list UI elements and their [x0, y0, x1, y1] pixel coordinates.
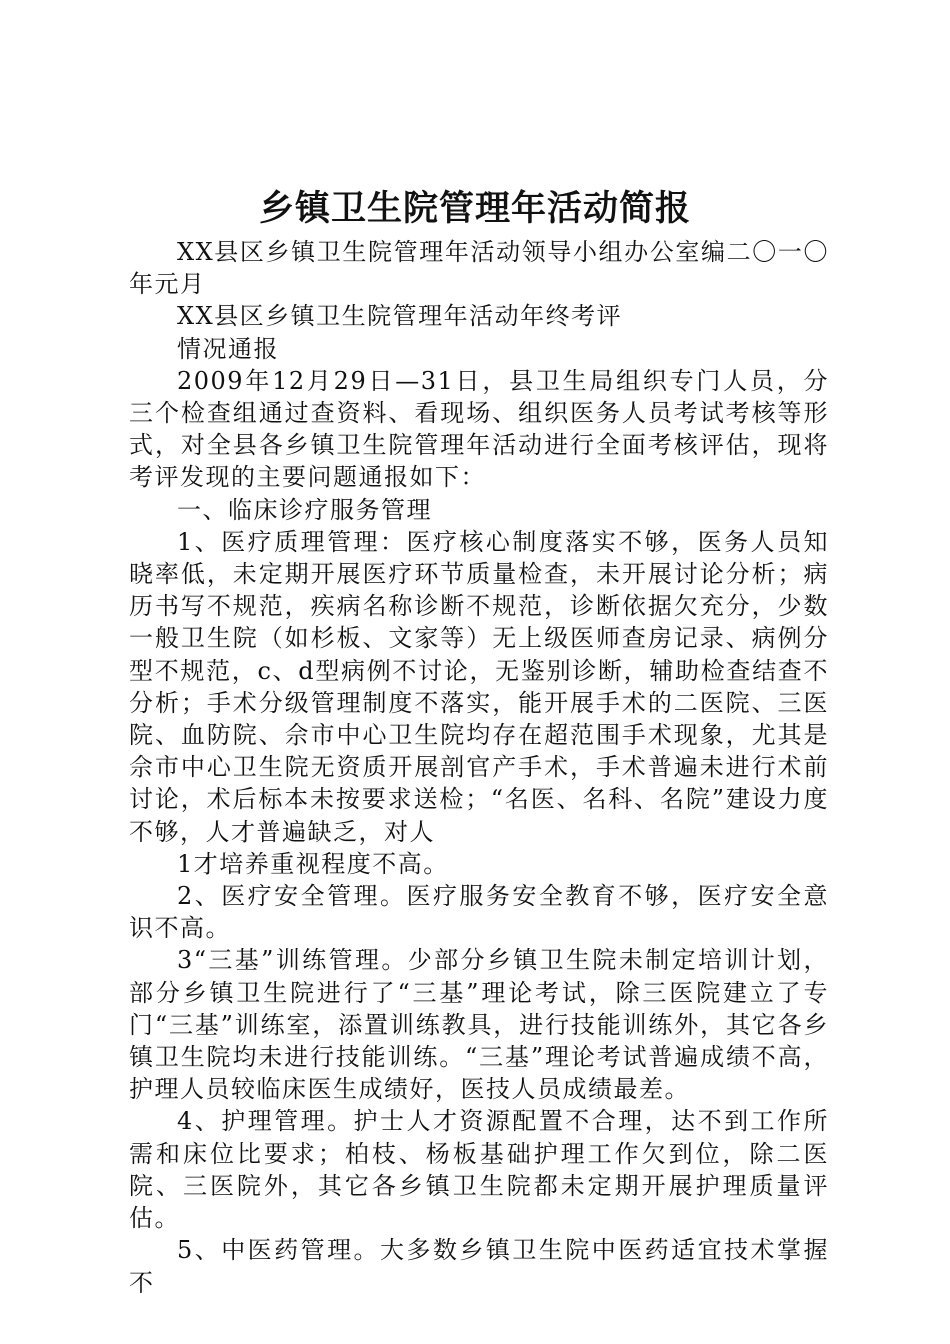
document-title: 乡镇卫生院管理年活动简报	[258, 188, 691, 229]
paragraph-report-title: XX县区乡镇卫生院管理年活动年终考评	[177, 302, 623, 331]
paragraph-item-2: 2、医疗安全管理。医疗服务安全教育不够，医疗安全意识不高。	[129, 882, 829, 943]
document-body	[129, 236, 829, 1299]
section-heading-clinical: 一、临床诊疗服务管理	[177, 495, 432, 524]
paragraph-item-1: 1、医疗质理管理：医疗核心制度落实不够，医务人员知晓率低，未定期开展医疗环节质量检查，未开展讨论分析；病历书写不规范，疾病名称诊断不规范，诊断依据欠充分，少数一般卫生院（如杉板、文家等）无上级医师查房记录、病例分型不规范，c、d型病例不讨论，无鉴别诊断，辅助检查结查不分析；手术分级管理制度不落实，能开展手术的二医院、三医院、血防院、佘市中心卫生院均存在超范围手术现象，尤其是佘市中心卫生院无资质开展剖官产手术，手术普遍未进行术前讨论，术后标本未按要求送检；“名医、名科、名院”建设力度不够，人才普遍缺乏，对人	[129, 527, 829, 846]
paragraph-item-3: 3“三基”训练管理。少部分乡镇卫生院未制定培训计划，部分乡镇卫生院进行了“三基”理论考试，除三医院建立了专门“三基”训练室，添置训练教具，进行技能训练外，其它各乡镇卫生院均未进行技能训练。“三基”理论考试普遍成绩不高，护理人员较临床医生成绩好，医技人员成绩最差。	[129, 946, 829, 1104]
paragraph-item-1-continued: 1才培养重视程度不高。	[177, 849, 449, 878]
paragraph-report-subtitle: 情况通报	[177, 334, 279, 363]
paragraph-editor-info: XX县区乡镇卫生院管理年活动领导小组办公室编二〇一〇年元月	[129, 238, 829, 299]
paragraph-intro: 2009年12月29日—31日，县卫生局组织专门人员，分三个检查组通过查资料、看现场、组织医务人员考试考核等形式，对全县各乡镇卫生院管理年活动进行全面考核评估，现将考评发现的主要问题通报如下：	[129, 366, 829, 492]
paragraph-item-4: 4、护理管理。护士人才资源配置不合理，达不到工作所需和床位比要求；柏枝、杨板基础护理工作欠到位，除二医院、三医院外，其它各乡镇卫生院都未定期开展护理质量评估。	[129, 1107, 829, 1233]
paragraph-item-5: 5、中医药管理。大多数乡镇卫生院中医药适宜技术掌握不	[129, 1236, 829, 1297]
